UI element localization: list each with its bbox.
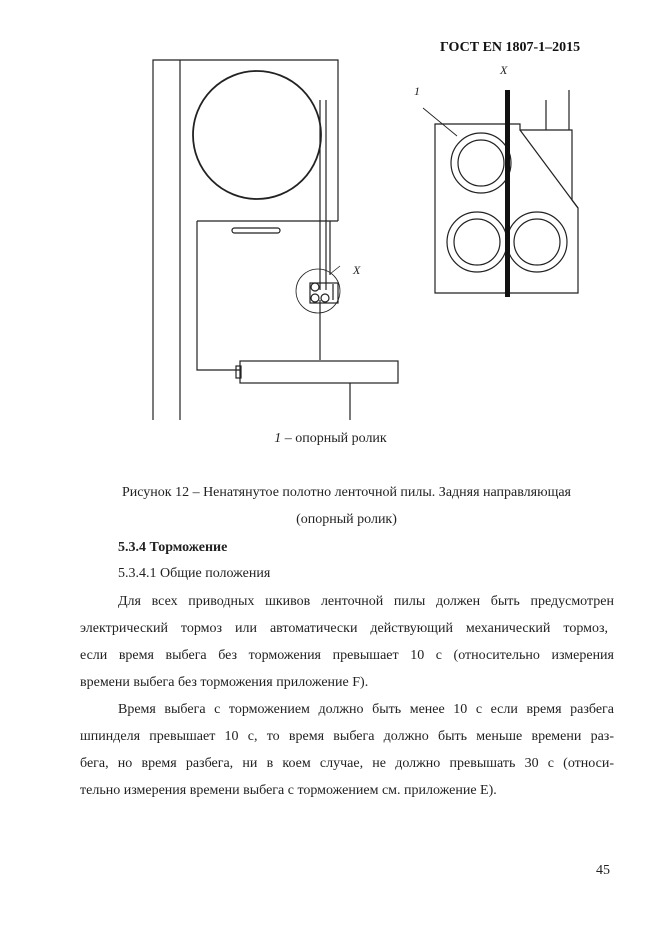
machine-frame: [153, 60, 338, 420]
band-saw-figure: [0, 0, 661, 425]
saw-table: [240, 361, 398, 383]
upper-wheel: [193, 71, 321, 199]
slot-opening: [232, 228, 280, 233]
figure-legend: [0, 431, 661, 447]
legend-text: – опорный ролик: [281, 431, 387, 446]
legend-number: 1: [274, 431, 282, 446]
paragraph-line: если время выбега без торможения превышает 10 с (относительно измерения: [80, 648, 614, 663]
guide-roller-right: [507, 212, 567, 272]
paragraph-line: Время выбега с торможением должно быть менее 10 с если время разбега: [118, 702, 614, 717]
support-roller: [451, 133, 511, 193]
paragraph-line: времени выбега без торможения приложение F).: [80, 675, 369, 690]
paragraph-line: электрический тормоз или автоматически действующий механический тормоз,: [80, 621, 608, 636]
page-number: 45: [596, 863, 610, 878]
callout-number: 1: [414, 84, 420, 98]
section-heading: 5.3.4 Торможение: [118, 540, 228, 555]
figure-caption-continued: (опорный ролик): [296, 512, 397, 527]
standard-header: ГОСТ EN 1807-1–2015: [440, 40, 581, 55]
paragraph-line: тельно измерения времени выбега с торможением см. приложение E).: [80, 783, 497, 798]
paragraph-line: шпинделя превышает 10 с, то время выбега должно быть меньше времени раз-: [80, 729, 614, 744]
paragraph-line: Для всех приводных шкивов ленточной пилы должен быть предусмотрен: [118, 594, 614, 609]
detail-label: X: [500, 63, 508, 77]
detail-marker: X: [353, 263, 361, 277]
figure-caption: Рисунок 12 – Ненатянутое полотно ленточной пилы. Задняя направляющая: [121, 485, 572, 500]
saw-blade: [505, 90, 510, 297]
callout-leader: [423, 108, 457, 136]
guide-roller-left: [447, 212, 507, 272]
subsection-heading: 5.3.4.1 Общие положения: [118, 566, 271, 581]
paragraph-line: бега, но время разбега, ни в коем случае, не должно превышать 30 с (относи-: [80, 756, 614, 771]
